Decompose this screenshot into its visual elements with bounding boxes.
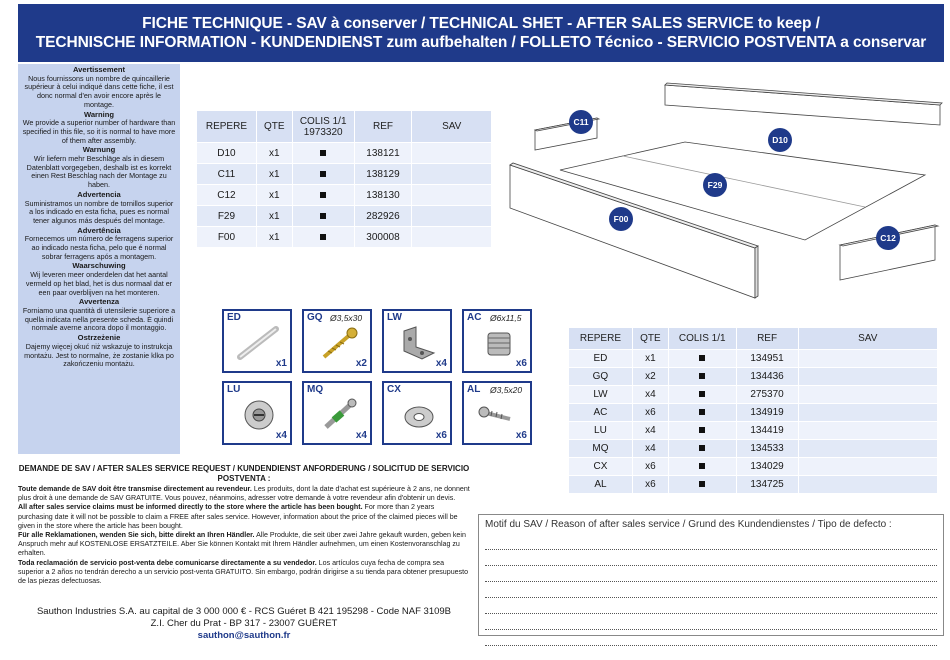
check-mark-icon <box>699 355 705 361</box>
col-colis: COLIS 1/1 <box>668 328 736 350</box>
cell-colis <box>668 386 736 404</box>
hardware-code: AL <box>467 384 481 395</box>
cell-qte: x1 <box>632 350 668 368</box>
cell-colis <box>292 164 354 185</box>
sav-reason-line[interactable] <box>485 566 937 582</box>
hardware-code: MQ <box>307 384 324 395</box>
parts-table <box>196 110 492 248</box>
table-row <box>569 350 938 368</box>
cell-qte: x6 <box>632 476 668 494</box>
hardware-size: Ø6x11,5 <box>490 313 522 323</box>
company-email[interactable]: sauthon@sauthon.fr <box>197 630 291 641</box>
hardware-gq <box>302 309 372 373</box>
cell-qte: x1 <box>256 227 292 248</box>
hardware-code: LW <box>387 312 402 323</box>
hardware-size: Ø3,5x30 <box>330 313 363 323</box>
cell-colis <box>292 206 354 227</box>
cell-repere: C11 <box>197 164 257 185</box>
hardware-grid <box>222 309 540 447</box>
hardware-lw <box>382 309 452 373</box>
cell-repere: D10 <box>197 143 257 164</box>
cell-qte: x6 <box>632 404 668 422</box>
cell-ref: 134533 <box>736 440 798 458</box>
insert-nut-icon <box>474 325 524 361</box>
washer-icon <box>394 397 444 433</box>
label-f00: F00 <box>609 207 633 231</box>
hardware-mq <box>302 381 372 445</box>
col-repere: REPERE <box>569 328 633 350</box>
hardware-qty: x6 <box>435 430 447 441</box>
cell-sav[interactable] <box>412 164 492 185</box>
table-row <box>197 185 492 206</box>
warning-title: Ostrzeżenie <box>77 333 121 343</box>
warning-text: Fornecemos um número de ferragens superior ao indicado nesta ficha, pelo que é normal sobrar ferragens após a montagem. <box>24 234 174 261</box>
hardware-qty: x4 <box>355 430 367 441</box>
cell-sav[interactable] <box>798 404 938 422</box>
table-row <box>569 458 938 476</box>
warning-title: Waarschuwing <box>72 261 126 271</box>
cell-sav[interactable] <box>798 368 938 386</box>
cell-qte: x1 <box>256 164 292 185</box>
sav-reason-line[interactable] <box>485 614 937 630</box>
warning-text: Nous fournissons un nombre de quincaillerie supérieur à celui indiqué dans cette fiche, il est donc normal d'en avoir encore après le montage. <box>24 73 174 109</box>
sav-reason-line[interactable] <box>485 582 937 598</box>
hardware-code: LU <box>227 384 241 395</box>
hardware-qty: x4 <box>435 358 447 369</box>
hardware-code: CX <box>387 384 401 395</box>
warning-block <box>22 298 176 333</box>
hardware-qty: x6 <box>515 430 527 441</box>
table-row <box>569 368 938 386</box>
cell-qte: x1 <box>256 206 292 227</box>
table-row <box>197 143 492 164</box>
check-mark-icon <box>699 463 705 469</box>
cell-ref: 134419 <box>736 422 798 440</box>
table-row <box>569 386 938 404</box>
cell-qte: x1 <box>256 143 292 164</box>
check-mark-icon <box>699 445 705 451</box>
cell-sav[interactable] <box>798 440 938 458</box>
dowel-icon <box>234 325 284 361</box>
check-mark-icon <box>699 373 705 379</box>
table-row <box>569 440 938 458</box>
cell-repere: AL <box>569 476 633 494</box>
col-repere: REPERE <box>197 111 257 143</box>
col-sav: SAV <box>798 328 938 350</box>
warning-text: Suministramos un nombre de tornillos superior a los indicado en esta ficha, pues es normal tener algunos más después del montage. <box>24 198 174 225</box>
warning-text: Dajemy więcej okuć niż wskazuje to instrukcja montażu. Jest to normalne, że zostanie klka po zakończeniu montażu. <box>24 341 174 369</box>
cell-qte: x2 <box>632 368 668 386</box>
cell-colis <box>668 368 736 386</box>
cell-ref: 282926 <box>354 206 412 227</box>
cell-repere: C12 <box>197 185 257 206</box>
cell-colis <box>668 476 736 494</box>
header-title-line-1: FICHE TECHNIQUE - SAV à conserver / TECHNICAL SHET - AFTER SALES SERVICE to keep / <box>142 15 820 32</box>
warning-title: Avvertenza <box>78 297 120 307</box>
warning-title: Advertência <box>77 225 121 235</box>
sav-paragraph-body: Los artículos cuya fecha de compra sea superior a 2 años no tendrán derecho a un servicio post-venta GRATUITO. Sin embargo, podrán dirigirse a su tienda para obtener presupuesto de las piezas defectuosas. <box>18 558 469 586</box>
cell-colis <box>668 458 736 476</box>
warning-title: Avertissement <box>72 65 126 74</box>
warning-block <box>22 146 176 190</box>
cam-bolt-icon <box>314 397 364 433</box>
furniture-drawing <box>505 80 945 305</box>
hardware-al <box>462 381 532 445</box>
warning-text: Wir liefern mehr Beschläge als in diesem Datenblatt vorgegeben, deshalb ist es korrekt einen Rest Beschlag nach der Montage zu haben. <box>26 154 172 190</box>
cell-repere: AC <box>569 404 633 422</box>
company-line-1: Sauthon Industries S.A. au capital de 3 000 000 € - RCS Guéret B 421 195298 - Code NAF 3109B <box>36 606 452 617</box>
cell-repere: LU <box>569 422 633 440</box>
sav-paragraph <box>18 531 470 559</box>
cell-qte: x6 <box>632 458 668 476</box>
table-row <box>569 404 938 422</box>
check-mark-icon <box>699 409 705 415</box>
warning-title: Advertencia <box>77 189 121 199</box>
cell-ref: 134951 <box>736 350 798 368</box>
hardware-ed <box>222 309 292 373</box>
sav-request-section <box>18 464 470 586</box>
table-row <box>569 422 938 440</box>
cell-sav[interactable] <box>798 422 938 440</box>
cell-ref: 138121 <box>354 143 412 164</box>
col-ref: REF <box>354 111 412 143</box>
cell-repere: GQ <box>569 368 633 386</box>
angle-bracket-icon <box>394 325 444 361</box>
cell-sav[interactable] <box>412 143 492 164</box>
sav-paragraph <box>18 485 470 503</box>
hardware-code: ED <box>227 312 241 323</box>
cell-sav[interactable] <box>798 386 938 404</box>
cell-colis <box>668 422 736 440</box>
cell-ref: 275370 <box>736 386 798 404</box>
cell-sav[interactable] <box>412 206 492 227</box>
label-f29: F29 <box>703 173 727 197</box>
sav-reason-line[interactable] <box>485 534 937 550</box>
col-ref: REF <box>736 328 798 350</box>
cell-sav[interactable] <box>412 227 492 248</box>
cell-colis <box>668 350 736 368</box>
cell-qte: x4 <box>632 422 668 440</box>
cell-ref: 134029 <box>736 458 798 476</box>
warning-text: Wij leveren meer onderdelen dat het aantal vermeld op het blad, het is dus normaal dat er een paar overblijven na het monteren. <box>25 270 173 297</box>
screw-icon <box>314 325 364 361</box>
hardware-lu <box>222 381 292 445</box>
warning-block <box>22 334 176 369</box>
page-header <box>18 4 944 62</box>
hardware-code: GQ <box>307 312 323 323</box>
hardware-table <box>568 327 938 494</box>
warning-title: Warnung <box>82 145 116 155</box>
warnings-panel <box>18 64 180 454</box>
hardware-qty: x1 <box>275 358 287 369</box>
cell-repere: F29 <box>197 206 257 227</box>
check-mark-icon <box>320 150 326 156</box>
table-row <box>197 227 492 248</box>
sav-paragraph <box>18 503 470 531</box>
warning-block <box>22 191 176 226</box>
sav-paragraph-body: Alle Produkte, die seit über zwei Jahre gekauft wurden, geben kein Anspruch mehr auf KOSTENLOSE ERSATZTEILE. Aber Sie können Kontakt mit Ihrem Händler aufnehmen, um einen Kostenvoranschlag zu erhalten. <box>18 531 466 558</box>
warning-block <box>22 66 176 110</box>
col-colis-line-2: 1973320 <box>303 126 343 138</box>
company-line-2: Z.I. Cher du Prat - BP 317 - 23007 GUÉRET <box>150 618 338 629</box>
label-c11: C11 <box>569 110 593 134</box>
cell-colis <box>292 227 354 248</box>
col-sav: SAV <box>412 111 492 143</box>
warning-block <box>22 262 176 297</box>
cell-colis <box>668 404 736 422</box>
sav-request-title: DEMANDE DE SAV / AFTER SALES SERVICE REQUEST / KUNDENDIENST ANFORDERUNG / SOLICITUD DE SERVICIO POSTVENTA : <box>18 464 470 483</box>
cell-sav[interactable] <box>798 350 938 368</box>
sav-reason-line[interactable] <box>485 598 937 614</box>
check-mark-icon <box>699 391 705 397</box>
table-row <box>569 476 938 494</box>
sav-reason-box <box>478 514 944 636</box>
sav-paragraph-body: For more than 2 years purchasing date it will not be possible to claim a FREE after sales service. However, information about the price of the claimed pieces will be given in the store where the article has been bought. <box>18 503 458 530</box>
check-mark-icon <box>320 213 326 219</box>
col-qte: QTE <box>256 111 292 143</box>
col-qte: QTE <box>632 328 668 350</box>
sav-paragraph-lead: All after sales service claims must be informed directly to the store where the article has been bought. <box>18 503 363 512</box>
table-row <box>197 206 492 227</box>
cam-lock-icon <box>234 397 284 433</box>
sav-paragraph <box>18 559 470 587</box>
sav-paragraph-lead: Toute demande de SAV doit être transmise directement au revendeur. <box>18 485 252 493</box>
check-mark-icon <box>320 192 326 198</box>
header-title-line-2: TECHNISCHE INFORMATION - KUNDENDIENST zum aufbehalten / FOLLETO Técnico - SERVICIO POSTVENTA a conservar <box>35 34 927 51</box>
cell-qte: x4 <box>632 440 668 458</box>
hardware-qty: x6 <box>515 358 527 369</box>
hardware-ac <box>462 309 532 373</box>
sav-paragraph-lead: Toda reclamación de servicio post-venta debe comunicarse directamente a su vendedor. <box>18 558 317 567</box>
sav-paragraph-lead: Für alle Reklamationen, wenden Sie sich, bitte direkt an Ihren Händler. <box>18 531 255 540</box>
hardware-qty: x2 <box>355 358 367 369</box>
cell-ref: 300008 <box>354 227 412 248</box>
label-c12: C12 <box>876 226 900 250</box>
cell-ref: 134919 <box>736 404 798 422</box>
cell-repere: LW <box>569 386 633 404</box>
check-mark-icon <box>320 171 326 177</box>
warning-text: Forniamo una quantità di utensilerie superiore a quella indicata nella presente scheda. È quindi normale averne ancora dopo il montaggio. <box>22 305 176 333</box>
hardware-size: Ø3,5x20 <box>490 385 523 395</box>
warning-title: Warning <box>83 109 115 119</box>
cell-repere: MQ <box>569 440 633 458</box>
check-mark-icon <box>699 427 705 433</box>
sav-reason-line[interactable] <box>485 630 937 646</box>
sav-paragraph-body: Les produits, dont la date d'achat est supérieure à 2 ans, ne donnent plus droit à une demande de SAV GRATUITE. Vous pouvez, néanmoins, adresser votre demande à votre revendeur afin d'obtenir un devis. <box>18 485 470 503</box>
cell-qte: x1 <box>256 185 292 206</box>
short-screw-icon <box>474 397 524 433</box>
warning-block <box>22 227 176 262</box>
cell-repere: ED <box>569 350 633 368</box>
col-colis-line-1: COLIS 1/1 <box>299 115 347 127</box>
cell-colis <box>668 440 736 458</box>
label-d10: D10 <box>768 128 792 152</box>
sav-reason-line[interactable] <box>485 550 937 566</box>
hardware-code: AC <box>467 312 482 323</box>
warning-block <box>22 111 176 146</box>
check-mark-icon <box>320 234 326 240</box>
cell-repere: F00 <box>197 227 257 248</box>
check-mark-icon <box>699 481 705 487</box>
cell-ref: 138130 <box>354 185 412 206</box>
cell-sav[interactable] <box>798 458 938 476</box>
cell-sav[interactable] <box>798 476 938 494</box>
col-colis <box>292 111 354 143</box>
cell-colis <box>292 143 354 164</box>
cell-repere: CX <box>569 458 633 476</box>
cell-ref: 138129 <box>354 164 412 185</box>
warning-text: We provide a superior number of hardware than specified in this file, so it is normal to have more of them after assembly. <box>22 118 176 145</box>
cell-ref: 134436 <box>736 368 798 386</box>
hardware-qty: x4 <box>275 430 287 441</box>
table-row <box>197 164 492 185</box>
cell-colis <box>292 185 354 206</box>
cell-sav[interactable] <box>412 185 492 206</box>
cell-qte: x4 <box>632 386 668 404</box>
company-info <box>18 606 470 642</box>
panel-d10 <box>665 85 940 125</box>
sav-reason-title: Motif du SAV / Reason of after sales service / Grund des Kundendienstes / Tipo de defecto : <box>485 519 892 530</box>
hardware-cx <box>382 381 452 445</box>
cell-ref: 134725 <box>736 476 798 494</box>
